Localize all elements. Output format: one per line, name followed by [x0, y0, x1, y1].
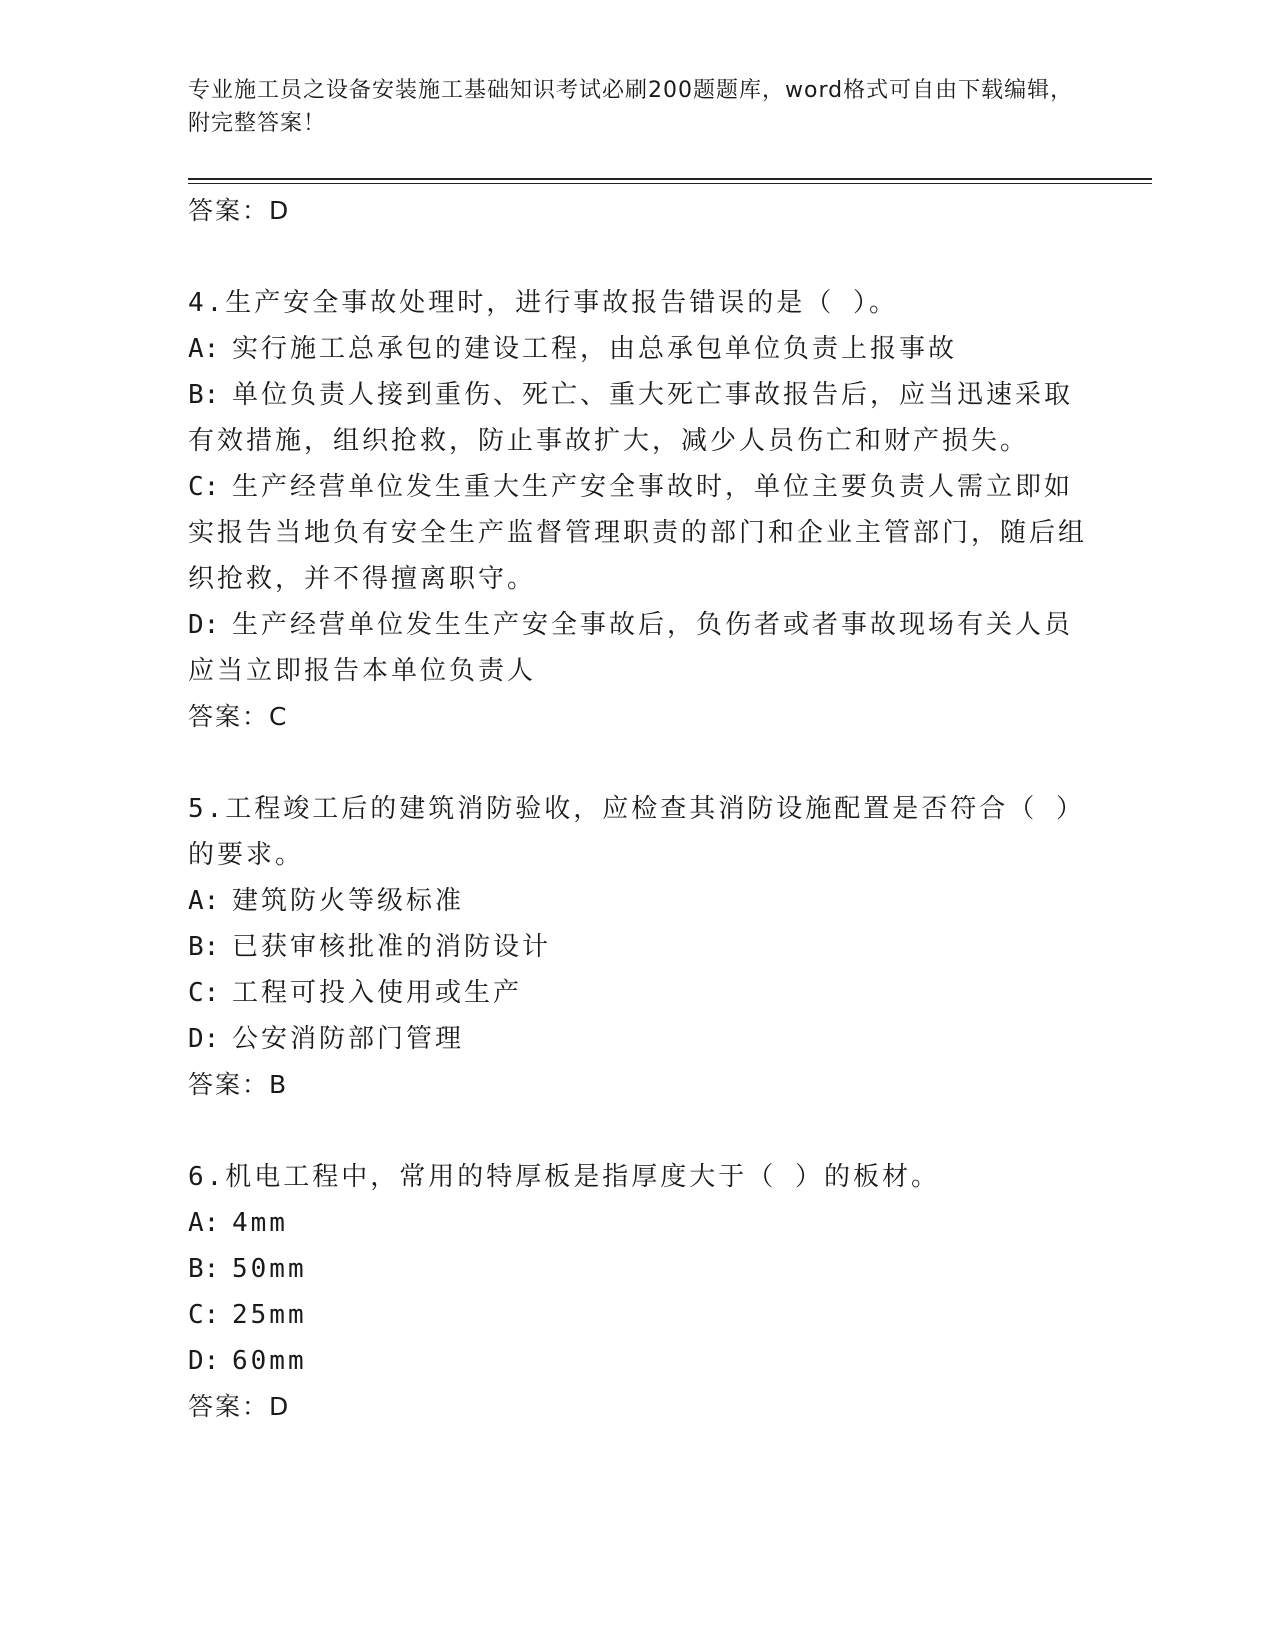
option-c — [188, 464, 1088, 602]
option-letter: B: — [188, 1254, 220, 1284]
option-b — [188, 372, 1088, 464]
spacer — [188, 740, 1088, 786]
option-letter: D: — [188, 1024, 220, 1054]
option-a — [188, 1200, 1088, 1246]
option-b — [188, 924, 1088, 970]
option-letter: A: — [188, 886, 220, 916]
option-letter: C: — [188, 472, 220, 502]
option-letter: D: — [188, 610, 220, 640]
option-letter: B: — [188, 932, 220, 962]
option-text: 50mm — [232, 1254, 307, 1284]
option-letter: D: — [188, 1346, 220, 1376]
option-text: 工程可投入使用或生产 — [232, 978, 523, 1008]
answer-label: 答案： — [188, 702, 270, 731]
option-c — [188, 1292, 1088, 1338]
answer-line — [188, 1384, 1088, 1430]
option-b — [188, 1246, 1088, 1292]
header-divider-thick — [188, 178, 1152, 180]
answer-line — [188, 1062, 1088, 1108]
option-letter: A: — [188, 1208, 220, 1238]
answer-label: 答案： — [188, 1392, 270, 1421]
answer-value: B — [269, 1070, 289, 1099]
option-letter: C: — [188, 1300, 220, 1330]
spacer — [188, 1108, 1088, 1154]
option-c — [188, 970, 1088, 1016]
answer-label: 答案： — [188, 196, 270, 225]
answer-value: C — [269, 702, 289, 731]
header-divider-thin — [188, 183, 1152, 184]
option-text: 公安消防部门管理 — [232, 1024, 465, 1054]
question-list — [188, 188, 1088, 1430]
option-text: 生产经营单位发生重大生产安全事故时，单位主要负责人需立即如实报告当地负有安全生产监督管理职责的部门和企业主管部门，随后组织抢救，并不得擅离职守。 — [188, 472, 1088, 594]
question-block — [188, 280, 1088, 740]
option-letter: B: — [188, 380, 220, 410]
question-stem: 5.工程竣工后的建筑消防验收，应检查其消防设施配置是否符合（ ）的要求。 — [188, 794, 1085, 870]
option-a — [188, 878, 1088, 924]
option-text: 单位负责人接到重伤、死亡、重大死亡事故报告后，应当迅速采取有效措施，组织抢救，防止事故扩大，减少人员伤亡和财产损失。 — [188, 380, 1074, 456]
option-text: 4mm — [232, 1208, 288, 1238]
option-a — [188, 326, 1088, 372]
answer-line — [188, 188, 1088, 234]
answer-label: 答案： — [188, 1070, 270, 1099]
option-d — [188, 1016, 1088, 1062]
answer-line — [188, 694, 1088, 740]
option-letter: C: — [188, 978, 220, 1008]
answer-value: D — [269, 1392, 291, 1421]
document-header: 专业施工员之设备安装施工基础知识考试必刷200题题库，word格式可自由下载编辑，附完整答案！ — [188, 78, 1074, 136]
spacer — [188, 234, 1088, 280]
answer-value: D — [269, 196, 291, 225]
option-d — [188, 1338, 1088, 1384]
option-text: 60mm — [232, 1346, 307, 1376]
option-text: 建筑防火等级标准 — [232, 886, 465, 916]
question-block — [188, 786, 1088, 1108]
question-block — [188, 1154, 1088, 1430]
option-text: 实行施工总承包的建设工程，由总承包单位负责上报事故 — [232, 334, 958, 364]
option-text: 已获审核批准的消防设计 — [232, 932, 552, 962]
option-text: 生产经营单位发生生产安全事故后，负伤者或者事故现场有关人员应当立即报告本单位负责人 — [188, 610, 1074, 686]
option-text: 25mm — [232, 1300, 307, 1330]
question-stem: 4.生产安全事故处理时，进行事故报告错误的是（ ）。 — [188, 288, 898, 318]
option-d — [188, 602, 1088, 694]
question-stem: 6.机电工程中，常用的特厚板是指厚度大于（ ）的板材。 — [188, 1162, 940, 1192]
option-letter: A: — [188, 334, 220, 364]
